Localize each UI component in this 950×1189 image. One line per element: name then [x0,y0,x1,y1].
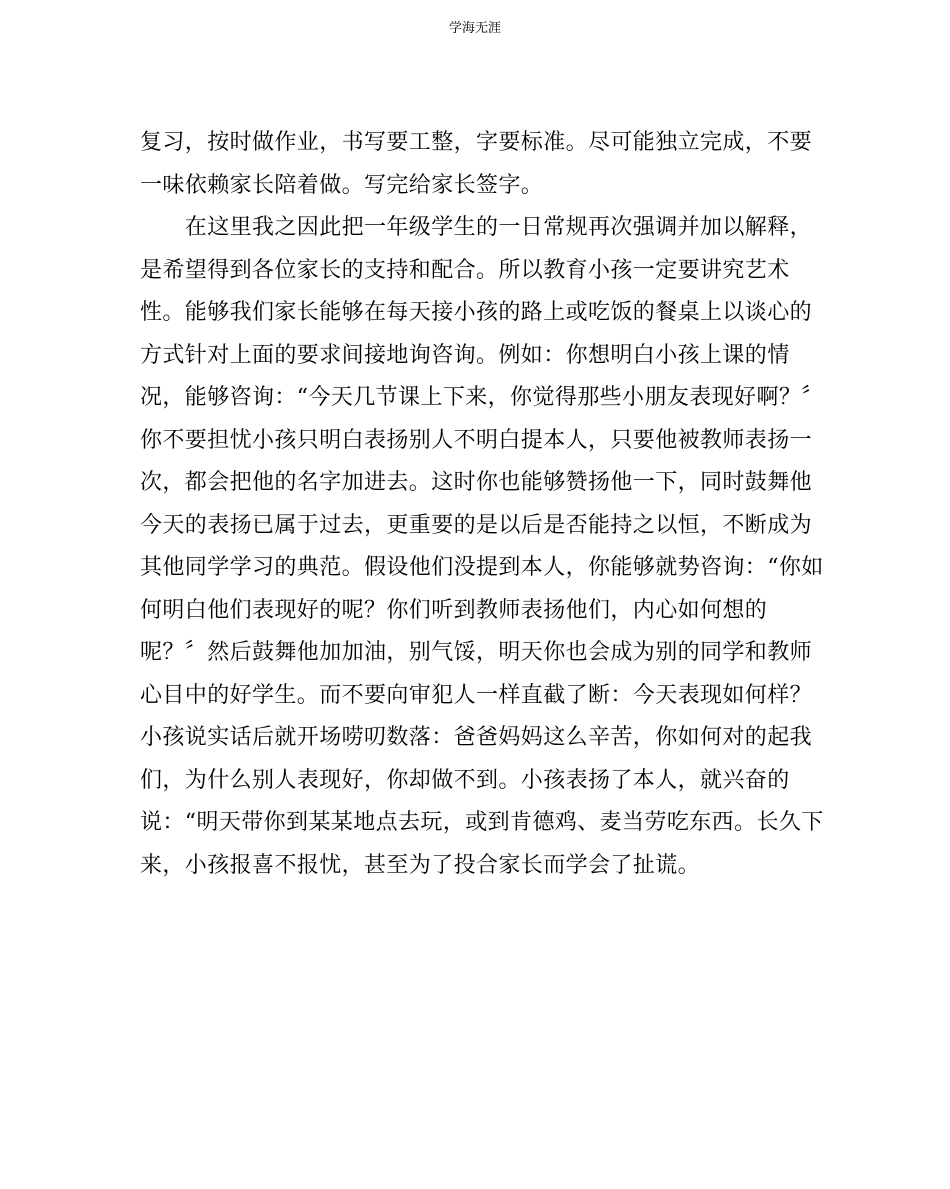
text-line: 来，小孩报喜不报忧，甚至为了投合家长而学会了扯谎。 [140,852,701,878]
text-line: 今天的表扬已属于过去，更重要的是以后是否能持之以恒，不断成为 [140,512,813,538]
text-line: 何明白他们表现好的呢？你们听到教师表扬他们，内心如何想的 [140,597,768,623]
text-line: 们，为什么别人表现好，你却做不到。小孩表扬了本人，就兴奋的 [140,767,790,793]
text-line: 小孩说实话后就开场唠叨数落：爸爸妈妈这么辛苦，你如何对的起我 [140,725,813,750]
text-line: 心目中的好学生。而不要向审犯人一样直截了断：今天表现如何样？ [140,682,813,708]
text-line: 说：“明天带你到某某地点去玩，或到肯德鸡、麦当劳吃东西。长久下 [140,810,824,835]
page-header: 学海无涯 [448,21,501,36]
text-line: 次，都会把他的名字加进去。这时你也能够赞扬他一下，同时鼓舞他 [140,470,813,495]
text-line: 方式针对上面的要求间接地询咨询。例如：你想明白小孩上课的情 [140,342,790,368]
text-line: 复习，按时做作业，书写要工整，字要标准。尽可能独立完成，不要 [140,130,813,155]
text-line: 呢？〞然后鼓舞他加加油，别气馁，明天你也会成为别的同学和教师 [140,640,813,665]
text-line: 其他同学学习的典范。假设他们没提到本人，你能够就势咨询：“你如 [140,555,824,580]
document-body [140,122,824,887]
text-line: 一味依赖家长陪着做。写完给家长签字。 [140,172,544,198]
text-line: 在这里我之因此把一年级学生的一日常规再次强调并加以解释， [140,215,813,240]
text-line: 性。能够我们家长能够在每天接小孩的路上或吃饭的餐桌上以谈心的 [140,300,813,325]
text-line: 你不要担忧小孩只明白表扬别人不明白提本人，只要他被教师表扬一 [140,427,813,453]
text-line: 是希望得到各位家长的支持和配合。所以教育小孩一定要讲究艺术 [140,257,790,283]
text-line: 况，能够咨询：“今天几节课上下来，你觉得那些小朋友表现好啊？〞 [140,385,824,410]
